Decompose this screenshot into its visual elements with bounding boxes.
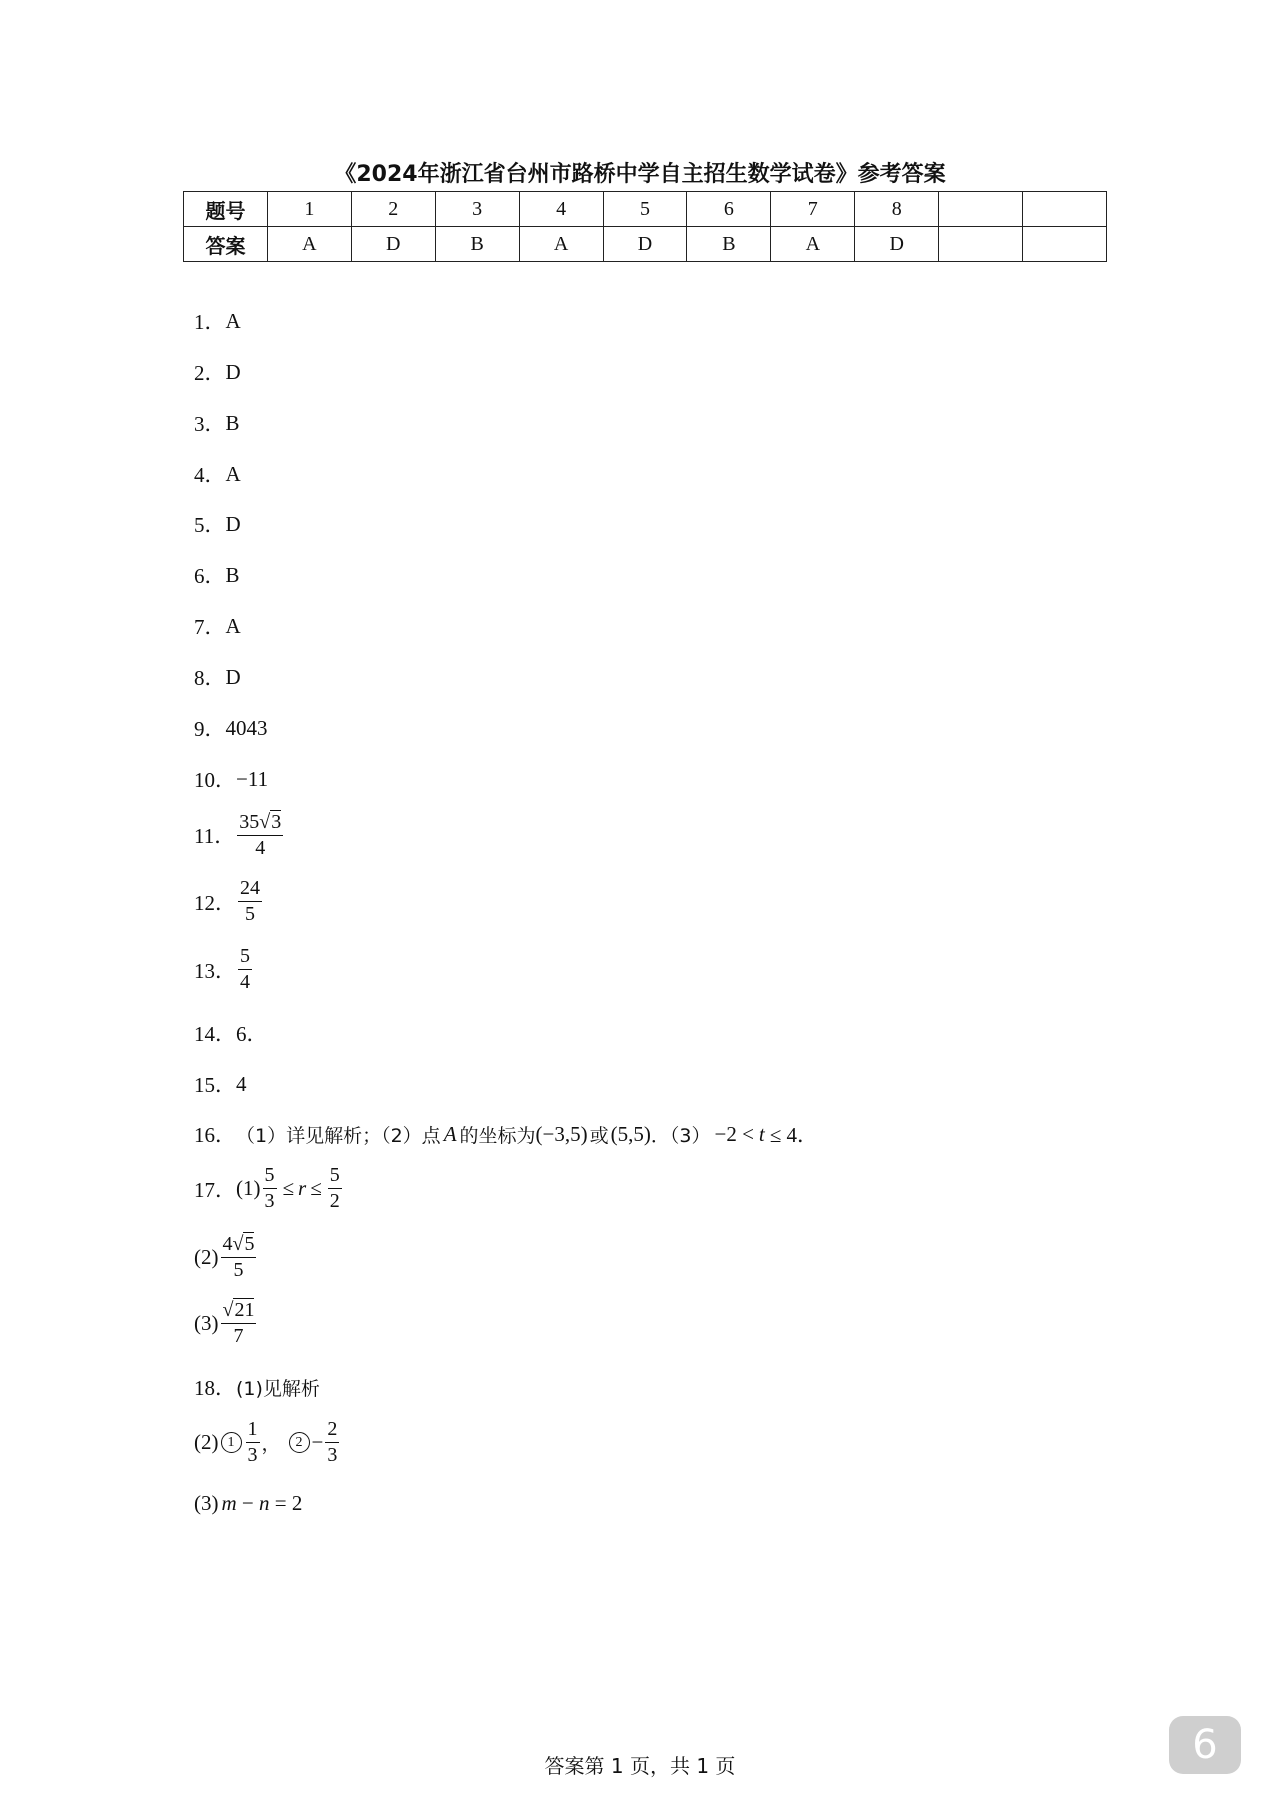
question-number: 3． xyxy=(194,412,226,436)
answer-value: −11 xyxy=(236,766,269,791)
question-number: 17． xyxy=(194,1177,236,1202)
answer-value: B xyxy=(225,562,240,587)
fraction-denominator: 4 xyxy=(255,837,266,859)
part-label: (3) xyxy=(194,1491,219,1515)
question-number: 1． xyxy=(194,310,226,334)
answer-item-18-part-3 xyxy=(194,1491,302,1516)
fraction-numerator: 5 xyxy=(263,1164,277,1189)
fraction-numerator xyxy=(221,1298,257,1324)
part-label: (2) xyxy=(194,1244,219,1269)
variable: n xyxy=(259,1491,270,1515)
equation-result: = 2 xyxy=(269,1491,303,1515)
answer-item-16 xyxy=(194,1119,818,1149)
answer-text: 的坐标为 xyxy=(459,1124,536,1147)
answer-table xyxy=(183,191,1107,262)
question-number: 11． xyxy=(194,824,236,848)
table-cell: D xyxy=(603,227,687,262)
fraction-denominator: 2 xyxy=(329,1190,340,1212)
table-cell: 4 xyxy=(519,192,603,227)
table-cell: 6 xyxy=(687,192,771,227)
radicand: 21 xyxy=(234,1299,255,1321)
answer-text: （1）详见解析；（2）点 xyxy=(236,1124,441,1147)
square-root xyxy=(233,1232,255,1256)
answer-value: D xyxy=(225,511,241,536)
answer-item-17-part-3 xyxy=(194,1298,258,1348)
answer-item-15 xyxy=(194,1069,247,1099)
question-number: 12． xyxy=(194,890,236,915)
inequality: −2 < xyxy=(714,1121,754,1146)
table-cell xyxy=(939,192,1023,227)
question-number: 15． xyxy=(194,1073,236,1097)
table-row-numbers xyxy=(184,192,1107,227)
fraction xyxy=(221,1232,257,1282)
table-cell: A xyxy=(771,227,855,262)
fraction xyxy=(246,1418,260,1467)
table-cell: 5 xyxy=(603,192,687,227)
part-label: (1) xyxy=(236,1176,261,1200)
page-footer: 答案第 1 页，共 1 页 xyxy=(544,1754,736,1778)
separator: ， xyxy=(261,1433,281,1455)
table-header-answer: 答案 xyxy=(184,227,268,262)
page-number-badge: 6 xyxy=(1169,1716,1241,1774)
answer-value: 4043 xyxy=(225,715,268,740)
answer-item-6 xyxy=(194,560,240,590)
fraction xyxy=(263,1164,277,1213)
answer-item-17-part-2 xyxy=(194,1232,258,1282)
answer-item-18 xyxy=(194,1372,320,1402)
variable: A xyxy=(443,1121,457,1146)
variable: t xyxy=(758,1121,765,1146)
answer-text: ．（3） xyxy=(650,1124,711,1147)
fraction-denominator: 4 xyxy=(240,971,250,993)
coefficient: 4 xyxy=(222,1233,233,1255)
table-cell: 2 xyxy=(351,192,435,227)
fraction xyxy=(238,877,262,926)
answer-item-1 xyxy=(194,306,241,336)
fraction xyxy=(221,1298,257,1348)
answer-value: D xyxy=(225,359,241,384)
question-number: 7． xyxy=(194,615,226,639)
table-cell xyxy=(939,227,1023,262)
answer-item-8 xyxy=(194,662,241,692)
operator: ≤ xyxy=(310,1176,322,1200)
answer-item-13 xyxy=(194,945,254,994)
answer-value: D xyxy=(225,664,241,689)
answer-item-18-part-2 xyxy=(194,1418,341,1467)
variable: m xyxy=(221,1491,237,1515)
answer-item-3 xyxy=(194,408,240,438)
question-number: 5． xyxy=(194,513,226,537)
coefficient: 35 xyxy=(239,811,260,833)
question-number: 10． xyxy=(194,768,236,792)
table-cell: D xyxy=(855,227,939,262)
fraction-numerator: 1 xyxy=(246,1418,260,1443)
table-header-number: 题号 xyxy=(184,192,268,227)
table-cell: B xyxy=(687,227,771,262)
variable: r xyxy=(298,1176,307,1200)
fraction-denominator: 7 xyxy=(233,1325,244,1347)
fraction-numerator: 5 xyxy=(328,1164,342,1189)
fraction xyxy=(238,945,252,994)
radicand: 5 xyxy=(244,1233,255,1255)
square-root xyxy=(223,1298,255,1322)
part-label: (2) xyxy=(194,1430,219,1454)
answer-value: A xyxy=(225,613,241,638)
circled-number-2: 2 xyxy=(289,1432,310,1453)
answer-item-7 xyxy=(194,611,241,641)
question-number: 4． xyxy=(194,463,226,487)
table-cell xyxy=(1023,192,1107,227)
question-number: 16． xyxy=(194,1123,236,1147)
circled-number-1: 1 xyxy=(221,1432,242,1453)
question-number: 8． xyxy=(194,666,226,690)
table-cell: B xyxy=(435,227,519,262)
question-number: 9． xyxy=(194,717,226,741)
operator: − xyxy=(311,1430,324,1454)
fraction xyxy=(328,1164,342,1213)
answer-item-5 xyxy=(194,509,241,539)
answer-item-10 xyxy=(194,764,268,794)
square-root xyxy=(259,810,281,834)
table-cell: 1 xyxy=(267,192,351,227)
question-number: 6． xyxy=(194,564,226,588)
answer-item-14 xyxy=(194,1018,268,1048)
answer-text: 或 xyxy=(589,1124,609,1147)
radical-sign-icon: √ xyxy=(222,1299,234,1321)
table-row-answers xyxy=(184,227,1107,262)
fraction-numerator: 2 xyxy=(325,1418,339,1443)
fraction-numerator xyxy=(237,810,283,836)
fraction-denominator: 3 xyxy=(247,1444,258,1466)
table-cell: 7 xyxy=(771,192,855,227)
answer-item-2 xyxy=(194,357,241,387)
question-number: 18． xyxy=(194,1376,236,1400)
answer-item-9 xyxy=(194,713,268,743)
part-label: (3) xyxy=(194,1310,219,1335)
answer-value: A xyxy=(225,461,241,486)
radical-sign-icon: √ xyxy=(259,811,271,833)
fraction-denominator: 3 xyxy=(264,1190,275,1212)
coordinate: (5,5) xyxy=(610,1121,651,1146)
table-cell: 3 xyxy=(435,192,519,227)
fraction-denominator: 5 xyxy=(245,903,255,925)
radicand: 3 xyxy=(271,811,282,833)
fraction-denominator: 5 xyxy=(233,1259,244,1281)
question-number: 14． xyxy=(194,1022,236,1046)
inequality: ≤ 4． xyxy=(769,1123,819,1147)
operator: − xyxy=(236,1491,260,1515)
page-title: 《2024年浙江省台州市路桥中学自主招生数学试卷》参考答案 xyxy=(334,162,946,187)
coordinate: (−3,5) xyxy=(535,1121,588,1146)
answer-item-11 xyxy=(194,810,285,860)
fraction-numerator xyxy=(221,1232,257,1258)
question-number: 13． xyxy=(194,958,236,983)
table-cell xyxy=(1023,227,1107,262)
table-cell: 8 xyxy=(855,192,939,227)
answer-item-12 xyxy=(194,877,264,926)
fraction-denominator: 3 xyxy=(327,1444,338,1466)
answer-value: 6． xyxy=(236,1022,268,1046)
answer-value: A xyxy=(225,308,241,333)
fraction xyxy=(237,810,283,860)
operator: ≤ xyxy=(282,1176,295,1200)
fraction-numerator: 5 xyxy=(238,945,252,970)
answer-text: (1)见解析 xyxy=(236,1377,320,1400)
answer-item-17 xyxy=(194,1164,344,1213)
question-number: 2． xyxy=(194,361,226,385)
answer-value: 4 xyxy=(236,1071,247,1096)
answer-value: B xyxy=(225,410,240,435)
table-cell: A xyxy=(267,227,351,262)
table-cell: D xyxy=(351,227,435,262)
table-cell: A xyxy=(519,227,603,262)
radical-sign-icon: √ xyxy=(232,1233,244,1255)
fraction xyxy=(325,1418,339,1467)
fraction-numerator: 24 xyxy=(238,877,262,902)
answer-item-4 xyxy=(194,459,241,489)
